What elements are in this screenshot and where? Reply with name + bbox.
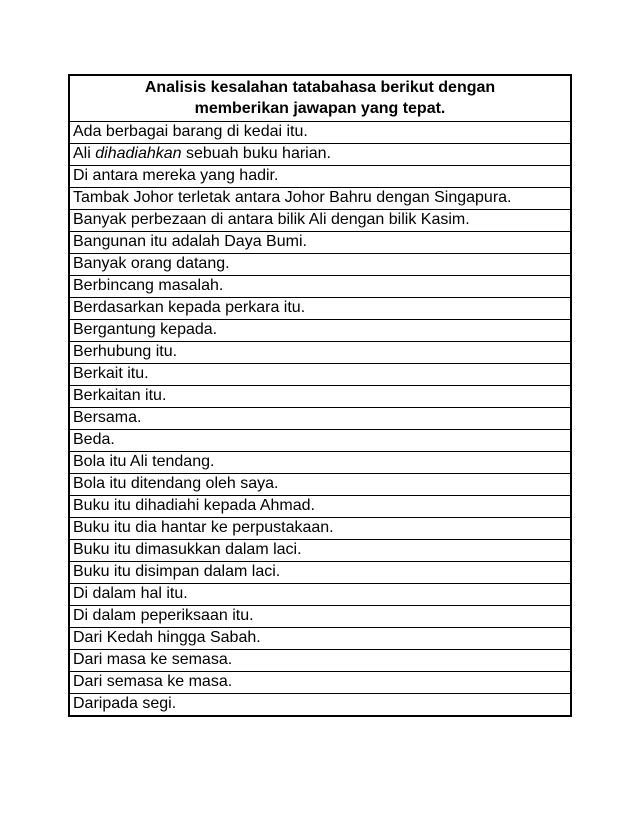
sentence-cell xyxy=(70,276,571,298)
sentence-cell xyxy=(70,122,571,144)
sentence-text: Bola itu Ali tendang. xyxy=(73,453,215,470)
table-row xyxy=(70,232,571,254)
sentence-text: Berdasarkan kepada perkara itu. xyxy=(73,299,306,316)
table-row xyxy=(70,122,571,144)
table-row xyxy=(70,144,571,166)
sentence-cell xyxy=(70,694,571,716)
sentence-text: Dari masa ke semasa. xyxy=(73,651,233,668)
sentence-text: Di dalam peperiksaan itu. xyxy=(73,607,254,624)
sentence-cell xyxy=(70,540,571,562)
table-header-cell xyxy=(70,76,571,122)
sentence-cell xyxy=(70,628,571,650)
sentence-cell xyxy=(70,364,571,386)
sentence-text: Ali xyxy=(73,145,96,162)
table-row xyxy=(70,408,571,430)
exercise-table-container xyxy=(68,74,572,717)
table-row xyxy=(70,628,571,650)
table-row xyxy=(70,188,571,210)
sentence-text: Buku itu dia hantar ke perpustakaan. xyxy=(73,519,334,536)
sentence-text: Buku itu disimpan dalam laci. xyxy=(73,563,281,580)
table-row xyxy=(70,166,571,188)
table-row xyxy=(70,430,571,452)
sentence-cell xyxy=(70,518,571,540)
sentence-text: Beda. xyxy=(73,431,115,448)
sentence-cell xyxy=(70,496,571,518)
sentence-text: Berhubung itu. xyxy=(73,343,178,360)
sentence-text: Di dalam hal itu. xyxy=(73,585,188,602)
sentence-text: Banyak orang datang. xyxy=(73,255,230,272)
sentence-cell xyxy=(70,584,571,606)
sentence-cell xyxy=(70,474,571,496)
sentence-cell xyxy=(70,166,571,188)
sentence-text: Daripada segi. xyxy=(73,695,177,712)
sentence-cell xyxy=(70,210,571,232)
table-row xyxy=(70,276,571,298)
table-row xyxy=(70,650,571,672)
table-row xyxy=(70,320,571,342)
sentence-cell xyxy=(70,254,571,276)
table-row xyxy=(70,694,571,716)
sentence-text: Buku itu dimasukkan dalam laci. xyxy=(73,541,302,558)
sentence-cell xyxy=(70,232,571,254)
sentence-text: Bersama. xyxy=(73,409,142,426)
table-row xyxy=(70,562,571,584)
sentence-cell xyxy=(70,408,571,430)
table-row xyxy=(70,364,571,386)
sentence-cell xyxy=(70,562,571,584)
table-row xyxy=(70,452,571,474)
sentence-text: Bergantung kepada. xyxy=(73,321,218,338)
sentence-cell xyxy=(70,672,571,694)
sentence-text: Buku itu dihadiahi kepada Ahmad. xyxy=(73,497,315,514)
header-line-1: Analisis kesalahan tatabahasa berikut dengan xyxy=(144,79,496,96)
sentence-text: Dari semasa ke masa. xyxy=(73,673,233,690)
sentence-cell xyxy=(70,144,571,166)
sentence-text: Dari Kedah hingga Sabah. xyxy=(73,629,261,646)
sentence-cell xyxy=(70,342,571,364)
header-line-2: memberikan jawapan yang tepat. xyxy=(194,100,446,117)
table-row xyxy=(70,474,571,496)
table-row xyxy=(70,298,571,320)
table-row xyxy=(70,254,571,276)
table-row xyxy=(70,342,571,364)
table-body xyxy=(70,122,571,716)
table-row xyxy=(70,210,571,232)
sentence-cell xyxy=(70,606,571,628)
exercise-table xyxy=(69,75,571,716)
sentence-cell xyxy=(70,430,571,452)
table-row xyxy=(70,386,571,408)
table-header-row xyxy=(70,76,571,122)
sentence-text: Banyak perbezaan di antara bilik Ali dengan bilik Kasim. xyxy=(73,211,470,228)
table-row xyxy=(70,584,571,606)
sentence-text: Berkaitan itu. xyxy=(73,387,167,404)
sentence-text: Ada berbagai barang di kedai itu. xyxy=(73,123,308,140)
sentence-cell xyxy=(70,320,571,342)
sentence-italic-text: dihadiahkan xyxy=(95,145,182,162)
sentence-cell xyxy=(70,386,571,408)
sentence-cell xyxy=(70,188,571,210)
sentence-text: Berkait itu. xyxy=(73,365,149,382)
table-row xyxy=(70,540,571,562)
table-row xyxy=(70,672,571,694)
sentence-text: Tambak Johor terletak antara Johor Bahru dengan Singapura. xyxy=(73,189,512,206)
sentence-text: Di antara mereka yang hadir. xyxy=(73,167,279,184)
table-row xyxy=(70,606,571,628)
sentence-cell xyxy=(70,298,571,320)
sentence-text: Berbincang masalah. xyxy=(73,277,224,294)
sentence-cell xyxy=(70,650,571,672)
sentence-text: Bangunan itu adalah Daya Bumi. xyxy=(73,233,307,250)
sentence-cell xyxy=(70,452,571,474)
table-row xyxy=(70,518,571,540)
table-row xyxy=(70,496,571,518)
sentence-text-continued: sebuah buku harian. xyxy=(181,145,331,162)
sentence-text: Bola itu ditendang oleh saya. xyxy=(73,475,279,492)
